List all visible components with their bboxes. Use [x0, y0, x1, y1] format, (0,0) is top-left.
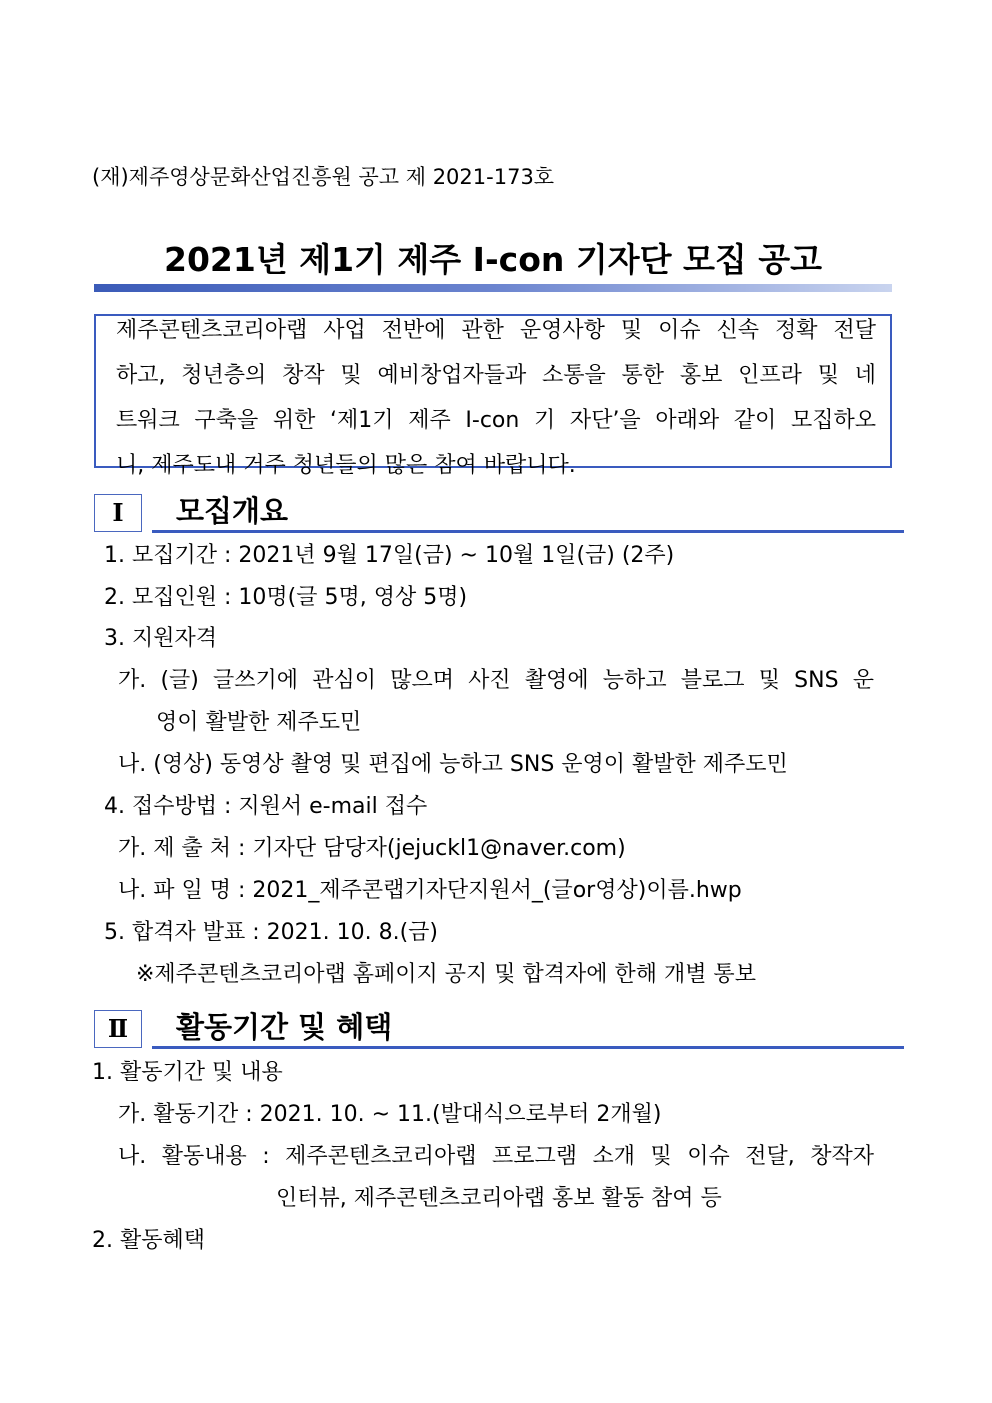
- section-2-header: [94, 1010, 904, 1050]
- activity-period: 가. 활동기간 : 2021. 10. ~ 11.(발대식으로부터 2개월): [118, 1102, 662, 1127]
- submission-filename: 나. 파 일 명 : 2021_제주콘랩기자단지원서_(글or영상)이름.hwp: [118, 878, 742, 903]
- section-2-rule: [152, 1046, 904, 1049]
- activity-period-heading: 1. 활동기간 및 내용: [92, 1060, 283, 1085]
- intro-line: 니, 제주도내 거주 청년들의 많은 참여 바랍니다.: [116, 453, 576, 478]
- section-1-header: [94, 494, 904, 534]
- section-1-rule: [152, 530, 904, 533]
- section-1-numeral: Ⅰ: [94, 494, 142, 532]
- page-title: 2021년 제1기 제주 I-con 기자단 모집 공고: [164, 240, 822, 279]
- intro-line: 트워크 구축을 위한 ‘제1기 제주 I-con 기 자단’을 아래와 같이 모집하오: [116, 408, 876, 433]
- activity-benefits-heading: 2. 활동혜택: [92, 1228, 205, 1253]
- qualification-a-cont: 영이 활발한 제주도민: [156, 710, 362, 735]
- submission-method: 4. 접수방법 : 지원서 e-mail 접수: [104, 794, 428, 819]
- qualification-a: 가. (글) 글쓰기에 관심이 많으며 사진 촬영에 능하고 블로그 및 SNS 운: [118, 668, 874, 693]
- qualification-b: 나. (영상) 동영상 촬영 및 편집에 능하고 SNS 운영이 활발한 제주도민: [118, 752, 788, 777]
- result-announcement: 5. 합격자 발표 : 2021. 10. 8.(금): [104, 920, 438, 945]
- result-note: ※제주콘텐츠코리아랩 홈페이지 공지 및 합격자에 한해 개별 통보: [136, 962, 756, 987]
- submission-address: 가. 제 출 처 : 기자단 담당자(jejuckl1@naver.com): [118, 836, 626, 861]
- section-1-title: 모집개요: [176, 494, 289, 528]
- document-number: (재)제주영상문화산업진흥원 공고 제 2021-173호: [92, 165, 555, 189]
- intro-box: [94, 314, 892, 478]
- section-2-title: 활동기간 및 혜택: [176, 1010, 393, 1044]
- intro-line: 제주콘텐츠코리아랩 사업 전반에 관한 운영사항 및 이슈 신속 정확 전달: [116, 318, 876, 343]
- activity-content: 나. 활동내용 : 제주콘텐츠코리아랩 프로그램 소개 및 이슈 전달, 창작자: [118, 1144, 874, 1169]
- activity-content-cont: 인터뷰, 제주콘텐츠코리아랩 홍보 활동 참여 등: [276, 1186, 722, 1211]
- intro-line: 하고, 청년층의 창작 및 예비창업자들과 소통을 통한 홍보 인프라 및 네: [116, 363, 876, 388]
- recruit-headcount: 2. 모집인원 : 10명(글 5명, 영상 5명): [104, 585, 468, 610]
- recruit-period: 1. 모집기간 : 2021년 9월 17일(금) ~ 10월 1일(금) (2주): [104, 543, 675, 568]
- title-underline-bar: [94, 284, 892, 292]
- section-2-numeral: Ⅱ: [94, 1010, 142, 1048]
- qualification-heading: 3. 지원자격: [104, 626, 217, 651]
